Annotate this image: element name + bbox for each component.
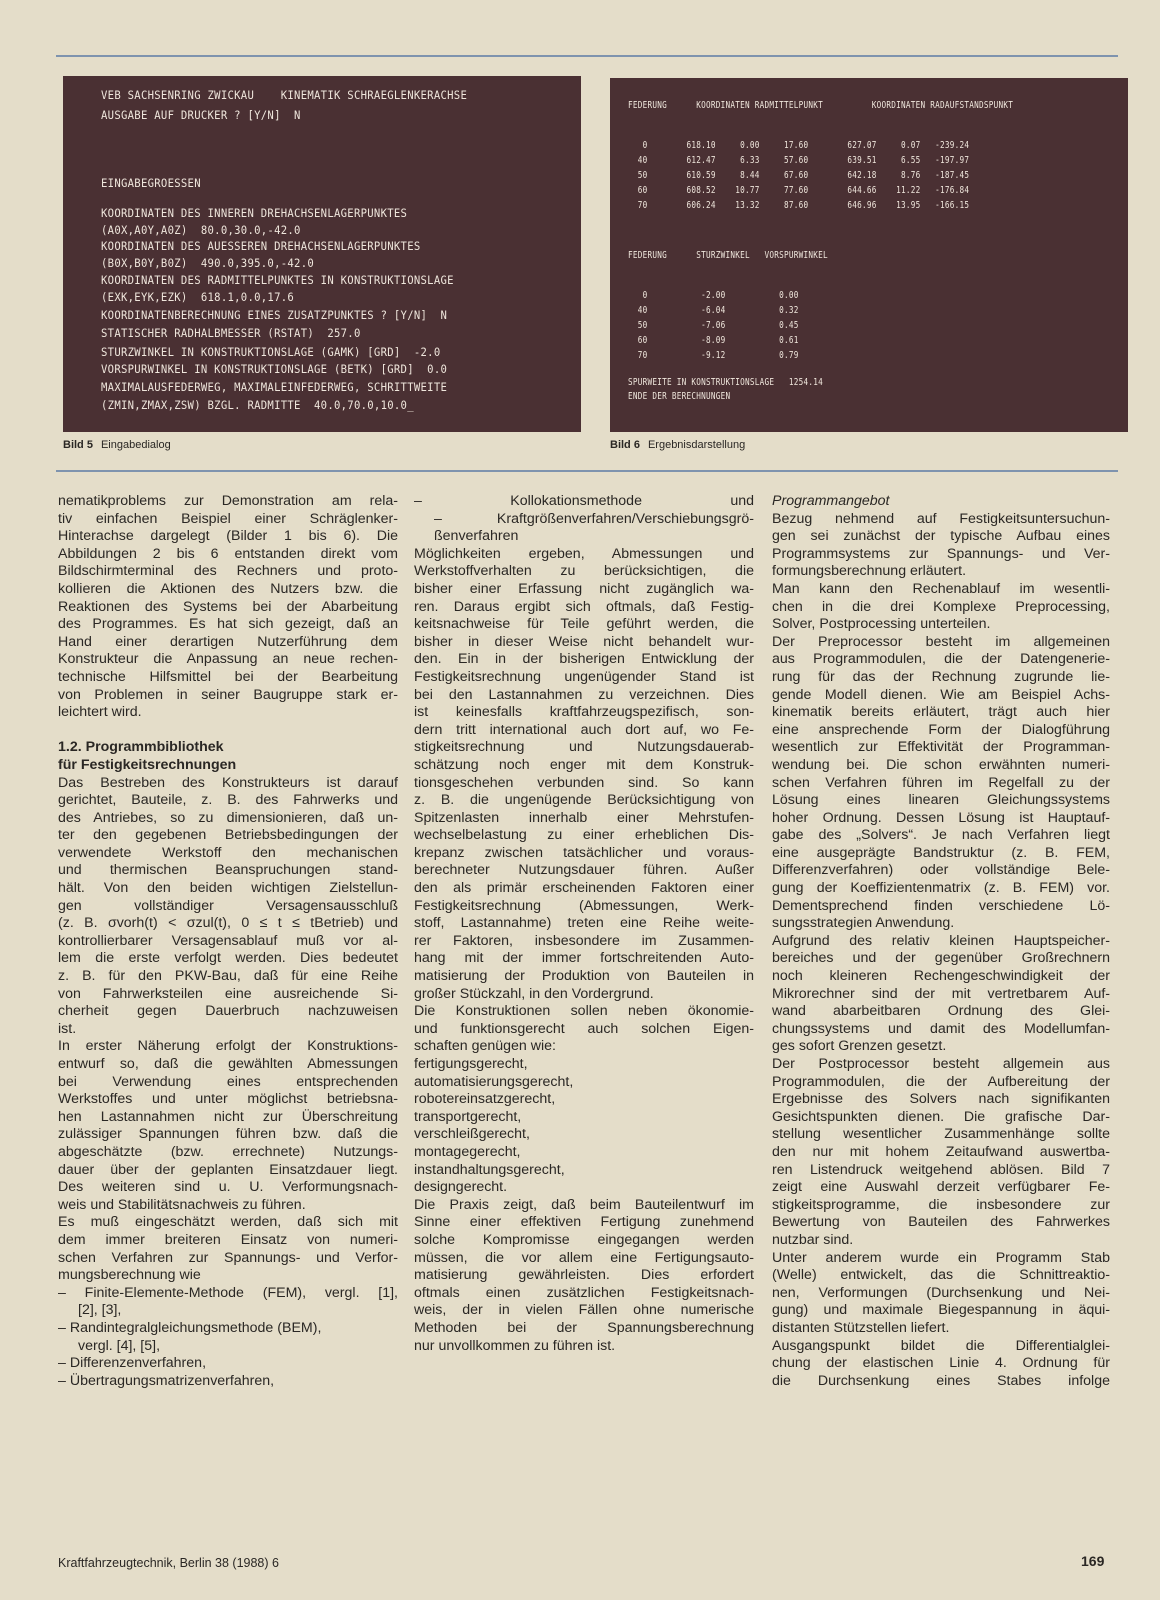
text-line: noch kleineren Rechengeschwindigkeit der xyxy=(772,968,1110,985)
figure-6-number: Bild 6 xyxy=(610,439,640,451)
text-line: die Durchsenkung eines Stabes infolge xyxy=(772,1372,1110,1389)
text-line: Methoden bei der Spannungsberechnung xyxy=(414,1319,754,1336)
figure-5-screen-line: MAXIMALAUSFEDERWEG, MAXIMALEINFEDERWEG, SCHRITTWEITE xyxy=(101,380,448,394)
text-line: cherheit gegen Dauerbruch nachzuweisen xyxy=(58,1003,398,1020)
text-line: tiv einfachen Beispiel einer Schräglenker- xyxy=(58,510,398,527)
text-line: wechselbelastung zu einer erheblichen Dis- xyxy=(414,827,754,844)
text-line: Programmodulen, die der Aufbereitung der xyxy=(772,1073,1110,1090)
text-line: den. Ein in der bisherigen Entwicklung der xyxy=(414,651,754,668)
text-line: Gesichtspunkten dienen. Die grafische Dar- xyxy=(772,1108,1110,1125)
text-line: vergl. [4], [5], xyxy=(78,1337,161,1354)
text-line: dern tritt international auch dort auf, wo Fe- xyxy=(414,721,754,738)
text-line: tionsgeschehen verbunden sind. So kann xyxy=(414,774,754,791)
text-line: bereiches und der gegenüber Großrechnern xyxy=(772,950,1110,967)
text-line: (z. B. σvorh(t) < σzul(t), 0 ≤ t ≤ tBetrieb) und xyxy=(58,915,398,932)
text-line: Des weiteren sind u. U. Verformungsnach- xyxy=(58,1179,398,1196)
top-rule xyxy=(56,55,1118,57)
text-line: Spitzenlasten innerhalb einer Mehrstufen- xyxy=(414,809,754,826)
text-column-3 xyxy=(772,493,1110,1390)
text-line: zulässiger Spannungen führen bzw. daß die xyxy=(58,1126,398,1143)
figure-5-screen-line: STURZWINKEL IN KONSTRUKTIONSLAGE (GAMK) [GRD] -2.0 xyxy=(101,345,441,359)
text-line: lem die erste verfolgt werden. Dies bedeutet xyxy=(58,950,398,967)
figure-6-screen-line: 70 606.24 13.32 87.60 646.96 13.95 -166.15 xyxy=(628,200,970,211)
text-line: gabe des „Solvers“. Je nach Verfahren liegt xyxy=(772,827,1110,844)
text-line: nematikproblems zur Demonstration am rela- xyxy=(58,493,398,509)
text-line: ter den gegebenen Betriebsbedingungen der xyxy=(58,827,398,844)
text-line: mungsberechnung wie xyxy=(58,1267,201,1284)
text-line: nutzbar sind. xyxy=(772,1231,854,1248)
text-line: chungssystems und damit des Modellumfan- xyxy=(772,1020,1110,1037)
text-line: bei Verwendung eines entsprechenden xyxy=(58,1073,398,1090)
text-line: Reaktionen des Systems bei der Abarbeitung xyxy=(58,598,398,615)
figure-6-screen-line: FEDERUNG STURZWINKEL VORSPURWINKEL xyxy=(628,250,828,261)
figure-6-screen-line: 50 610.59 8.44 67.60 642.18 8.76 -187.45 xyxy=(628,170,970,181)
text-line: großer Stückzahl, in den Vordergrund. xyxy=(414,985,654,1002)
text-line: gende Modell dienen. Wie am Beispiel Achs- xyxy=(772,686,1110,703)
figure-6-screen-line: 40 612.47 6.33 57.60 639.51 6.55 -197.97 xyxy=(628,155,970,166)
figure-5-screen-line: VORSPURWINKEL IN KONSTRUKTIONSLAGE (BETK) [GRD] 0.0 xyxy=(101,362,448,376)
figure-6-screen-line: ENDE DER BERECHNUNGEN xyxy=(628,391,731,402)
text-line: Die Konstruktionen sollen neben ökonomie- xyxy=(414,1003,754,1020)
text-line: Differenzverfahren) oder vollständige Bele- xyxy=(772,862,1110,879)
text-line: Solver, Postprocessing unterteilen. xyxy=(772,616,991,633)
subsection-heading: Programmangebot xyxy=(772,493,890,509)
text-line: bisher in dieser Weise nicht behandelt wur- xyxy=(414,633,754,650)
text-line: In erster Näherung erfolgt der Konstruktions- xyxy=(58,1038,398,1055)
text-line: Aufgrund des relativ kleinen Hauptspeicher- xyxy=(772,932,1110,949)
text-line: robotereinsatzgerecht, xyxy=(414,1091,556,1108)
text-line: distanten Stützstellen liefert. xyxy=(772,1319,950,1336)
text-line: Bewertung von Bauteilen des Fahrwerkes xyxy=(772,1214,1110,1231)
text-line: ren. Daraus ergibt sich oftmals, daß Festig- xyxy=(414,598,754,615)
text-line: ges sofort Grenzen gesetzt. xyxy=(772,1038,947,1055)
text-line: den als primär erscheinenden Faktoren einer xyxy=(414,880,754,897)
text-line: Lösung eines linearen Gleichungssystems xyxy=(772,792,1110,809)
text-line: Bildschirmterminal des Rechners und proto- xyxy=(58,563,398,580)
text-line: ist. xyxy=(58,1020,77,1037)
figure-5-screen-line: STATISCHER RADHALBMESSER (RSTAT) 257.0 xyxy=(101,326,361,340)
text-line: Hinterachse dargelegt (Bilder 1 bis 6). Die xyxy=(58,528,398,545)
text-line: oftmals einen zusätzlichen Festigkeitsnach- xyxy=(414,1284,754,1301)
text-line: stigkeitsprogramme, die insbesondere zur xyxy=(772,1196,1110,1213)
text-line: Werkstoffes und unter möglichst betriebsna- xyxy=(58,1091,398,1108)
text-line: Der Postprocessor besteht allgemein aus xyxy=(772,1056,1110,1072)
text-column-1 xyxy=(58,493,398,1390)
text-line: leichtert wird. xyxy=(58,704,142,721)
text-line: (Welle) entwickelt, das die Schnittreaktio- xyxy=(772,1267,1110,1284)
figure-5-terminal-screen xyxy=(63,76,581,432)
text-line: nen, Verformungen (Durchsenkung und Nei- xyxy=(772,1284,1110,1301)
text-line: Festigkeitsrechnung (Abmessungen, Werk- xyxy=(414,897,754,914)
figure-6-screen-line: 60 -8.09 0.61 xyxy=(628,335,799,346)
text-line: stoff, Lastannahme) treten eine Reihe weite- xyxy=(414,915,754,932)
text-line: Programmsystems zur Spannungs- und Ver- xyxy=(772,545,1110,562)
text-line: Abbildungen 2 bis 6 entstanden direkt vom xyxy=(58,545,398,562)
text-line: zeigt eine Auswahl derzeit verfügbarer Fe- xyxy=(772,1179,1110,1196)
text-line: den nur mit hohem Zeitaufwand auswertba- xyxy=(772,1143,1110,1160)
text-line: formungsberechnung erläutert. xyxy=(772,563,967,580)
text-line: aus Programmodulen, die der Datengenerie- xyxy=(772,651,1110,668)
text-column-2 xyxy=(414,493,754,1355)
text-line: kontrollierbarer Versagensablauf muß vor al- xyxy=(58,932,398,949)
figure-5-number: Bild 5 xyxy=(63,439,93,451)
text-line: Möglichkeiten ergeben, Abmessungen und xyxy=(414,545,754,562)
figure-5-screen-line: KOORDINATENBERECHNUNG EINES ZUSATZPUNKTES ? [Y/N] N xyxy=(101,308,448,322)
text-line: Es muß eingeschätzt werden, daß sich mit xyxy=(58,1214,398,1231)
figure-5-screen-line: (B0X,B0Y,B0Z) 490.0,395.0,-42.0 xyxy=(101,256,315,270)
figure-5-screen-line: (ZMIN,ZMAX,ZSW) BZGL. RADMITTE 40.0,70.0,10.0_ xyxy=(101,398,414,412)
text-line: Das Bestreben des Konstrukteurs ist darauf xyxy=(58,774,398,791)
figure-6-terminal-screen xyxy=(610,78,1128,432)
text-line: Ausgangspunkt bildet die Differentialglei- xyxy=(772,1337,1110,1354)
text-line: Der Preprocessor besteht im allgemeinen xyxy=(772,633,1110,650)
text-line: schen Verfahren führen im Regelfall zu der xyxy=(772,774,1110,791)
text-line: – Kraftgrößenverfahren/Verschiebungsgrö- xyxy=(434,510,754,527)
text-line: eine ausgeprägte Bandstruktur (z. B. FEM, xyxy=(772,844,1110,861)
text-line: wesentlich zur Effektivität der Programman- xyxy=(772,739,1110,756)
text-line: – Randintegralgleichungsmethode (BEM), xyxy=(58,1319,322,1336)
text-line: z. B. die ungenügende Berücksichtigung von xyxy=(414,792,754,809)
text-line: – Differenzenverfahren, xyxy=(58,1355,207,1372)
text-line: designgerecht. xyxy=(414,1179,508,1196)
text-line: hang mit der immer fortschreitenden Auto- xyxy=(414,950,754,967)
text-line: berechneter Nutzungsdauer führen. Außer xyxy=(414,862,754,879)
figure-6-screen-line: 70 -9.12 0.79 xyxy=(628,350,799,361)
figure-6-screen-line: 0 -2.00 0.00 xyxy=(628,290,799,301)
text-line: Mikrorechner sind der mit vertretbarem Auf- xyxy=(772,985,1110,1002)
text-line: gen vollständiger Versagensausschluß xyxy=(58,897,398,914)
text-line: gung der Koeffizientenmatrix (z. B. FEM) vor. xyxy=(772,880,1110,897)
text-line: Sinne einer effektiven Fertigung zunehmend xyxy=(414,1214,754,1231)
text-line: schen Verfahren zur Spannungs- und Verfor- xyxy=(58,1249,398,1266)
text-line: hen Lastannahmen nicht zur Überschreitung xyxy=(58,1108,398,1125)
text-line: Dementsprechend finden verschiedene Lö- xyxy=(772,897,1110,914)
text-line: technische Hilfsmittel bei der Bearbeitung xyxy=(58,668,398,685)
figure-5-screen-line: EINGABEGROESSEN xyxy=(101,176,201,190)
text-line: stigkeitsrechnung und Nutzungsdauerab- xyxy=(414,739,754,756)
mid-rule xyxy=(56,470,1118,472)
text-line: des Antriebes, so zu dimensionieren, daß un- xyxy=(58,809,398,826)
text-line: bei den Lastannahmen zu verzeichnen. Dies xyxy=(414,686,754,703)
paragraph-gap xyxy=(58,722,398,740)
text-line: gung) und maximale Biegespannung in äqui- xyxy=(772,1302,1110,1319)
text-line: kollieren die Aktionen des Nutzers bzw. die xyxy=(58,580,398,597)
text-line: wendung bei. Die schon erwähnten numeri- xyxy=(772,756,1110,773)
figure-6-screen-line: 40 -6.04 0.32 xyxy=(628,305,799,316)
text-line: automatisierungsgerecht, xyxy=(414,1073,574,1090)
text-line: bisher einer Erfassung nicht zugänglich wa- xyxy=(414,580,754,597)
text-line: eine ansprechende Form der Dialogführung xyxy=(772,721,1110,738)
text-line: entwurf so, daß die gewählten Abmessungen xyxy=(58,1056,398,1072)
text-line: keitsnachweise für Teile geführt werden, die xyxy=(414,616,754,633)
text-line: wand abarbeitbaren Ordnung des Glei- xyxy=(772,1003,1110,1020)
text-line: transportgerecht, xyxy=(414,1108,522,1125)
text-line: und funktionsgerecht auch solchen Eigen- xyxy=(414,1020,754,1037)
figure-5-screen-line: KOORDINATEN DES INNEREN DREHACHSENLAGERPUNKTES xyxy=(101,206,408,220)
section-heading: für Festigkeitsrechnungen xyxy=(58,756,237,773)
figure-6-caption-text: Ergebnisdarstellung xyxy=(647,439,746,451)
text-line: nur unvollkommen zu führen ist. xyxy=(414,1337,616,1354)
text-line: hält. Von den beiden wichtigen Zielstellun- xyxy=(58,880,398,897)
text-line: Ergebnisse des Solvers nach signifikanten xyxy=(772,1091,1110,1108)
figure-5-screen-line: (EXK,EYK,EZK) 618.1,0.0,17.6 xyxy=(101,290,295,304)
page-number: 169 xyxy=(1081,1553,1105,1569)
text-line: matisierung gewährleisten. Dies erfordert xyxy=(414,1267,754,1284)
text-line: Konstrukteur die Anpassung an neue rechen- xyxy=(58,651,398,668)
figure-6-screen-line: 50 -7.06 0.45 xyxy=(628,320,799,331)
figure-5-screen-line: (A0X,A0Y,A0Z) 80.0,30.0,-42.0 xyxy=(101,223,301,237)
text-line: rung für das der Rechnung zugrunde lie- xyxy=(772,668,1110,685)
text-line: chen in die drei Komplexe Preprocessing, xyxy=(772,598,1110,615)
section-heading: 1.2. Programmbibliothek xyxy=(58,739,224,756)
text-line: chung der elastischen Linie 4. Ordnung für xyxy=(772,1355,1110,1372)
text-line: abgeschätzte (bzw. errechnete) Nutzungs- xyxy=(58,1143,398,1160)
text-line: Unter anderem wurde ein Programm Stab xyxy=(772,1249,1110,1266)
text-line: des Programmes. Es hat sich gezeigt, daß an xyxy=(58,616,398,633)
text-line: ren Listendruck weitgehend ablösen. Bild 7 xyxy=(772,1161,1110,1178)
figure-6-screen-line: 0 618.10 0.00 17.60 627.07 0.07 -239.24 xyxy=(628,140,970,151)
text-line: gen sei zunächst der typische Aufbau eines xyxy=(772,528,1110,545)
text-line: müssen, die vor allem eine Fertigungsauto- xyxy=(414,1249,754,1266)
text-line: solche Kompromisse eingegangen werden xyxy=(414,1231,754,1248)
figure-5-screen-line: KOORDINATEN DES RADMITTELPUNKTES IN KONSTRUKTIONSLAGE xyxy=(101,273,454,287)
text-line: Bezug nehmend auf Festigkeitsuntersuchun- xyxy=(772,510,1110,527)
figure-5-screen-line: AUSGABE AUF DRUCKER ? [Y/N] N xyxy=(101,108,301,122)
text-line: rer Faktoren, insbesondere im Zusammen- xyxy=(414,932,754,949)
text-line: ist keinesfalls kraftfahrzeugspezifisch, son- xyxy=(414,704,754,721)
figure-6-screen-line: FEDERUNG KOORDINATEN RADMITTELPUNKT KOORDINATEN RADAUFSTANDSPUNKT xyxy=(628,100,1014,111)
text-line: weis und Stabilitätsnachweis zu führen. xyxy=(58,1196,306,1213)
text-line: schätzung noch enger mit dem Konstruk- xyxy=(414,756,754,773)
text-line: ßenverfahren xyxy=(434,528,519,545)
text-line: Man kann den Rechenablauf im wesentli- xyxy=(772,580,1110,597)
text-line: instandhaltungsgerecht, xyxy=(414,1161,565,1178)
text-line: stellung wesentlicher Zusammenhänge sollte xyxy=(772,1126,1110,1143)
text-line: dauer über der geplanten Einsatzdauer liegt. xyxy=(58,1161,398,1178)
text-line: verwendete Werkstoff den mechanischen xyxy=(58,844,398,861)
text-line: matisierung der Produktion von Bauteilen in xyxy=(414,968,754,985)
text-line: – Finite-Elemente-Methode (FEM), vergl. [1], xyxy=(58,1284,398,1301)
text-line: verschleißgerecht, xyxy=(414,1126,530,1143)
text-line: krepanz zwischen tatsächlicher und voraus- xyxy=(414,844,754,861)
text-line: [2], [3], xyxy=(78,1302,122,1319)
text-line: von Fahrwerksteilen eine ausreichende Si- xyxy=(58,985,398,1002)
text-line: sungsstrategien Anwendung. xyxy=(772,915,955,932)
text-line: und thermischen Beanspruchungen stand- xyxy=(58,862,398,879)
text-line: von Problemen in seiner Baugruppe stark er- xyxy=(58,686,398,703)
journal-footer: Kraftfahrzeugtechnik, Berlin 38 (1988) 6 xyxy=(58,1556,279,1570)
figure-5-screen-line: VEB SACHSENRING ZWICKAU KINEMATIK SCHRAEGLENKERACHSE xyxy=(101,88,468,102)
figure-5-screen-line: KOORDINATEN DES AUESSEREN DREHACHSENLAGERPUNKTES xyxy=(101,239,421,253)
text-line: hoher Ordnung. Dessen Lösung ist Hauptauf- xyxy=(772,809,1110,826)
figure-6-caption xyxy=(610,439,745,451)
figure-6-screen-line: 60 608.52 10.77 77.60 644.66 11.22 -176.84 xyxy=(628,185,970,196)
text-line: z. B. für den PKW-Bau, daß für eine Reihe xyxy=(58,968,398,985)
text-line: – Kollokationsmethode und xyxy=(414,493,754,509)
text-line: gerichtet, Bauteile, z. B. des Fahrwerks und xyxy=(58,792,398,809)
text-line: fertigungsgerecht, xyxy=(414,1056,528,1072)
text-line: schaften genügen wie: xyxy=(414,1038,556,1055)
text-line: weis, der in vielen Fällen ohne numerische xyxy=(414,1302,754,1319)
figure-5-caption-text: Eingabedialog xyxy=(100,439,171,451)
text-line: dem immer breiteren Einsatz von numeri- xyxy=(58,1231,398,1248)
text-line: kinematik bereits erläutert, trägt auch hier xyxy=(772,704,1110,721)
text-line: montagegerecht, xyxy=(414,1143,521,1160)
text-line: Die Praxis zeigt, daß beim Bauteilentwurf im xyxy=(414,1196,754,1213)
figure-5-caption xyxy=(63,439,171,451)
text-line: Hand einer derartigen Nutzerführung dem xyxy=(58,633,398,650)
figure-6-screen-line: SPURWEITE IN KONSTRUKTIONSLAGE 1254.14 xyxy=(628,377,823,388)
text-line: Werkstoffverhalten zu berücksichtigen, die xyxy=(414,563,754,580)
text-line: Festigkeitsrechnung ungenügender Stand ist xyxy=(414,668,754,685)
text-line: – Übertragungsmatrizenverfahren, xyxy=(58,1372,275,1389)
